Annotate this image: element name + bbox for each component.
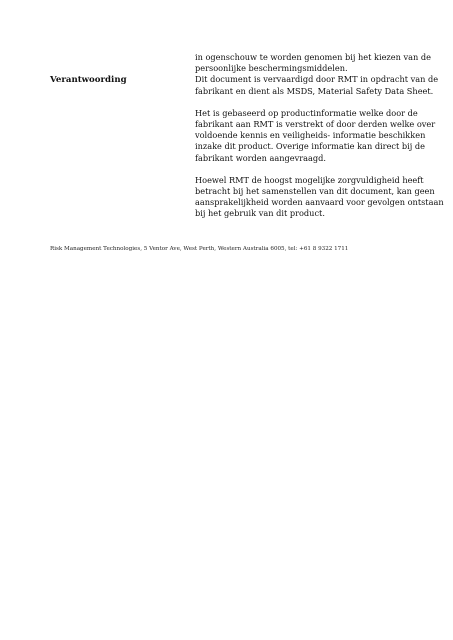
text-line: bij het gebruik van dit product. xyxy=(195,208,325,219)
text-line: in ogenschouw te worden genomen bij het kiezen van de xyxy=(195,52,431,62)
text-line: fabrikant aan RMT is verstrekt of door derden welke over xyxy=(195,119,436,130)
paragraph-liability-disclaimer xyxy=(195,174,444,220)
text-line: betracht bij het samenstellen van dit document, kan geen xyxy=(195,186,435,197)
text-line: voldoende kennis en veiligheids- informatie beschikken xyxy=(195,130,426,141)
text-line: persoonlijke beschermingsmiddelen. xyxy=(195,63,348,74)
page-footer-company-address: Risk Management Technologies, 5 Ventor Ave, West Perth, Western Australia 6005, tel: +61 8 9322 1711 xyxy=(50,246,349,252)
paragraph-ppe-and-msds xyxy=(195,52,440,97)
paragraph-information-source xyxy=(195,108,440,164)
text-line: inzake dit product. Overige informatie kan direct bij de xyxy=(195,141,426,152)
text-line: fabrikant en dient als MSDS, Material Safety Data Sheet. xyxy=(195,85,434,96)
text-line: aansprakelijkheid worden aanvaard voor gevolgen ontstaan xyxy=(195,197,444,208)
section-heading-verantwoording: Verantwoording xyxy=(50,75,127,85)
text-line: Dit document is vervaardigd door RMT in opdracht van de xyxy=(195,74,439,85)
section-body xyxy=(195,52,444,231)
text-line: fabrikant worden aangevraagd. xyxy=(195,152,327,163)
text-line: Het is gebaseerd op productinformatie welke door de xyxy=(195,107,418,118)
text-line: Hoewel RMT de hoogst mogelijke zorgvuldigheid heeft xyxy=(195,174,424,185)
